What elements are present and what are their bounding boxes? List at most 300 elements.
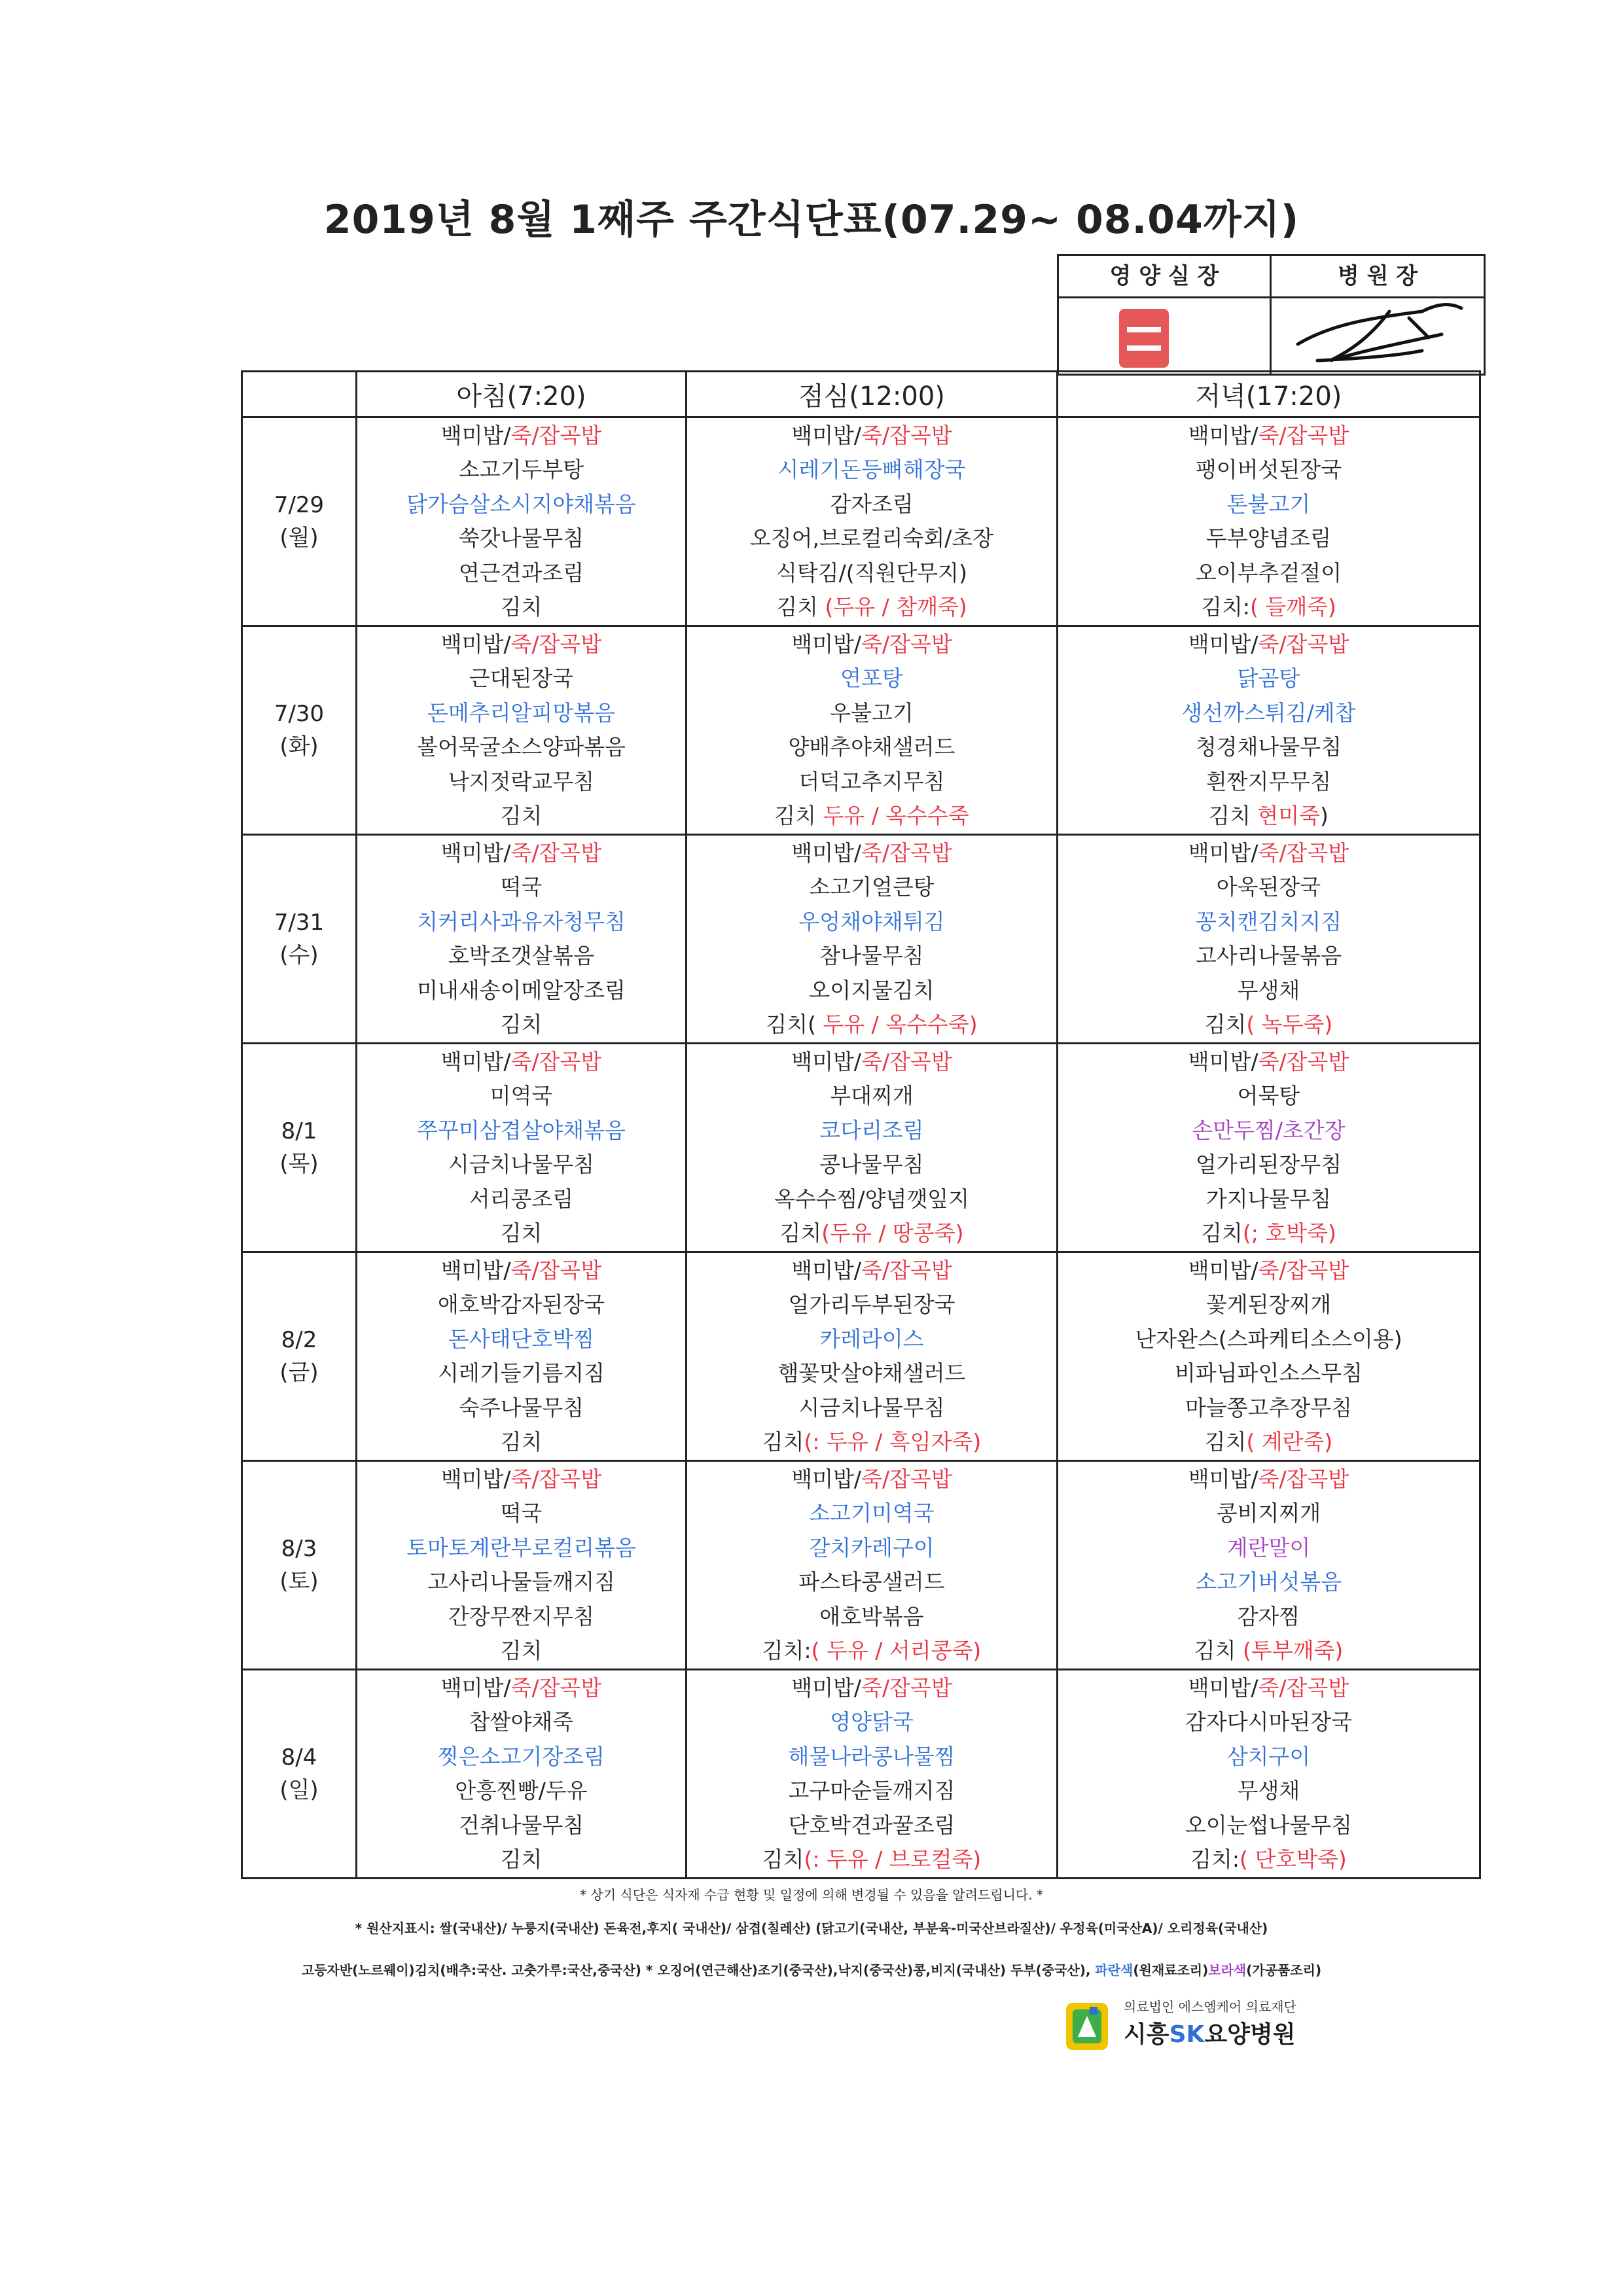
menu-item (687, 1114, 1056, 1148)
menu-item (1058, 1462, 1479, 1497)
menu-item-text: 양배추야채샐러드 (788, 734, 955, 760)
menu-item-text: 서리콩조림 (469, 1186, 574, 1212)
menu-item-text: 소고기버섯볶음 (1195, 1569, 1342, 1595)
day-label (242, 835, 357, 1044)
menu-item (1058, 696, 1479, 731)
menu-item (357, 453, 685, 487)
menu-item-text: 죽/잡곡밥 (861, 422, 952, 448)
menu-item-text: 떡국 (500, 1500, 543, 1526)
menu-item (357, 1288, 685, 1322)
menu-item-text: 코다리조림 (819, 1117, 924, 1143)
menu-item-text: 시금치나물무침 (798, 1394, 945, 1421)
menu-item-text: 백미밥/ (440, 1674, 511, 1701)
lunch-cell (687, 1044, 1058, 1252)
menu-item (357, 590, 685, 625)
menu-item-text: (; 호박죽) (1242, 1220, 1336, 1246)
menu-item-text: 호박조갯살볶음 (448, 943, 595, 968)
menu-item (1058, 453, 1479, 487)
menu-item-text: 얼가리두부된장국 (788, 1292, 955, 1317)
menu-item-text: 감자조림 (830, 491, 914, 517)
menu-item (357, 1740, 685, 1775)
menu-item-text: 김치 (500, 594, 543, 620)
menu-item-text: 계란말이 (1226, 1534, 1311, 1561)
menu-item (357, 974, 685, 1008)
menu-item-text: 고사리나물들깨지짐 (427, 1569, 615, 1595)
menu-item (687, 1531, 1056, 1566)
menu-item (687, 870, 1056, 905)
menu-item (357, 799, 685, 834)
menu-item-text: 죽/잡곡밥 (861, 1674, 952, 1701)
day-label (242, 417, 357, 626)
day-date: 8/2 (281, 1327, 317, 1353)
menu-item-text: 죽/잡곡밥 (861, 839, 952, 866)
menu-item (687, 1740, 1056, 1775)
menu-item-text: 아욱된장국 (1216, 874, 1321, 900)
menu-item-text: 죽/잡곡밥 (1258, 631, 1349, 657)
menu-item-text: 두유 / 옥수수죽 (823, 803, 969, 828)
menu-item (1058, 1600, 1479, 1634)
menu-item-text: ( 계란죽) (1246, 1429, 1333, 1455)
menu-item (1058, 1705, 1479, 1740)
day-label (242, 1044, 357, 1252)
menu-item-text: 김치: (1201, 594, 1250, 620)
menu-item-text: 죽/잡곡밥 (510, 1257, 602, 1283)
menu-item-text: 톤불고기 (1226, 491, 1311, 517)
menu-item-text: 백미밥/ (1188, 631, 1258, 657)
menu-item (1058, 730, 1479, 765)
menu-item (1058, 905, 1479, 940)
day-weekday: (금) (279, 1360, 319, 1386)
dinner-cell (1058, 1044, 1480, 1252)
menu-item-text: 죽/잡곡밥 (1258, 839, 1349, 866)
menu-item-text: 해물나라콩나물찜 (788, 1743, 955, 1769)
menu-item (1058, 765, 1479, 800)
menu-item (357, 1008, 685, 1042)
menu-item-text: 김치 (500, 1429, 543, 1455)
menu-item-text: 백미밥/ (791, 1674, 862, 1701)
legend-blue-label: 파란색 (1095, 1962, 1133, 1978)
menu-item (1058, 1148, 1479, 1182)
lunch-cell (687, 835, 1058, 1044)
menu-item (687, 1356, 1056, 1391)
menu-item-text: 옥수수찜/양념깻잎지 (774, 1186, 970, 1212)
lunch-cell (687, 1252, 1058, 1461)
day-row (242, 417, 1480, 626)
menu-item-text: 두유 / 옥수수죽) (823, 1012, 978, 1037)
menu-item-text: 고사리나물볶음 (1195, 943, 1342, 968)
menu-item-text: 백미밥/ (1188, 422, 1258, 448)
menu-item-text: 백미밥/ (440, 631, 511, 657)
menu-item-text: 김치 (500, 1012, 543, 1037)
day-row (242, 626, 1480, 835)
menu-item-text: (: 두유 / 흑임자죽) (804, 1429, 982, 1455)
menu-item-text: 영양닭국 (830, 1709, 914, 1735)
menu-item-text: (투부깨죽) (1242, 1638, 1344, 1663)
menu-item-text: 애호박감자된장국 (437, 1292, 605, 1317)
menu-item-text: 갈치카레구이 (809, 1534, 935, 1561)
day-label (242, 626, 357, 835)
menu-item-text: 생선까스튀김/케찹 (1181, 699, 1356, 726)
menu-item-text: 카레라이스 (819, 1326, 924, 1352)
menu-item-text: 김치 (762, 1429, 804, 1455)
day-weekday: (월) (279, 525, 319, 551)
menu-item (1058, 662, 1479, 696)
menu-item-text: 김치 (1201, 1220, 1243, 1246)
day-label (242, 1461, 357, 1670)
breakfast-cell (357, 1461, 687, 1670)
menu-item (1058, 487, 1479, 522)
menu-item-text: 콩비지찌개 (1216, 1500, 1321, 1526)
menu-item-text: ( 단호박죽) (1240, 1846, 1347, 1872)
menu-item (687, 1496, 1056, 1531)
hospital-logo-icon (1063, 2000, 1111, 2053)
menu-item (357, 1705, 685, 1740)
menu-item-text: 백미밥/ (1188, 1257, 1258, 1283)
menu-item-text: 흰짠지무무침 (1205, 768, 1332, 794)
menu-item-text: 소고기얼큰탕 (809, 874, 935, 900)
menu-item-text: 더덕고추지무침 (798, 768, 945, 794)
menu-item-text: 백미밥/ (791, 422, 862, 448)
menu-item-text: 애호박볶음 (819, 1603, 924, 1629)
menu-item-text: 낙지젓락교무침 (448, 768, 595, 794)
menu-item-text: 오이부추겉절이 (1195, 559, 1342, 586)
dinner-cell (1058, 417, 1480, 626)
menu-item-text: 얼가리된장무침 (1195, 1152, 1342, 1177)
menu-item-text: 치커리사과유자청무침 (417, 908, 626, 934)
menu-item (357, 521, 685, 556)
menu-item-text: 죽/잡곡밥 (1258, 1048, 1349, 1074)
dinner-cell (1058, 626, 1480, 835)
menu-item (357, 487, 685, 522)
menu-item-text: 김치 (774, 803, 823, 828)
menu-item-text: 현미죽 (1257, 803, 1320, 828)
day-weekday: (일) (279, 1777, 319, 1803)
menu-item (357, 556, 685, 591)
menu-item-text: 죽/잡곡밥 (1258, 1466, 1349, 1492)
day-date: 7/29 (274, 492, 325, 518)
change-notice: * 상기 식단은 식자재 수급 현황 및 일정에 의해 변경될 수 있음을 알려드립니다. * (580, 1887, 1043, 1903)
menu-item-text: 꽁치캔김치지짐 (1195, 908, 1342, 934)
menu-item-text: 김치: (762, 1638, 812, 1663)
day-label (242, 1670, 357, 1879)
menu-item (1058, 590, 1479, 625)
menu-item (1058, 870, 1479, 905)
menu-item-text: 죽/잡곡밥 (510, 631, 602, 657)
menu-item-text: 김치 (1194, 1638, 1243, 1663)
menu-item (687, 1148, 1056, 1182)
menu-item (687, 696, 1056, 731)
menu-item-text: 토마토계란부로컬리볶음 (406, 1534, 636, 1561)
menu-item (1058, 627, 1479, 662)
menu-item (687, 1809, 1056, 1843)
menu-item (1058, 556, 1479, 591)
origin-notice-text: 고등자반(노르웨이)김치(배추:국산. 고춧가루:국산,중국산) * 오징어(연근해산)조기(중국산),낙지(중국산)콩,비지(국내산) 두부(중국산), (301, 1962, 1096, 1978)
menu-item (1058, 1356, 1479, 1391)
menu-item (687, 556, 1056, 591)
breakfast-cell (357, 1670, 687, 1879)
day-row (242, 835, 1480, 1044)
breakfast-cell (357, 417, 687, 626)
menu-item-text: (: 두유 / 브로컬죽) (804, 1846, 982, 1872)
approval-dietitian-label: 영 양 실 장 (1059, 256, 1272, 298)
menu-item-text: 파스타콩샐러드 (798, 1569, 945, 1595)
menu-item (357, 1774, 685, 1809)
menu-item (687, 1008, 1056, 1042)
menu-item (687, 939, 1056, 974)
menu-item-text: ( 두유 / 서리콩죽) (811, 1638, 982, 1663)
weekly-menu-table (241, 370, 1481, 1879)
menu-item (687, 1288, 1056, 1322)
menu-item (687, 1425, 1056, 1460)
menu-item (687, 1843, 1056, 1877)
menu-item-text: 어묵탕 (1237, 1083, 1300, 1108)
menu-item (1058, 1254, 1479, 1288)
menu-item-text: 손만두찜/초간장 (1192, 1117, 1346, 1143)
day-weekday: (수) (279, 942, 319, 968)
menu-item (687, 419, 1056, 453)
menu-item-text: 죽/잡곡밥 (1258, 1674, 1349, 1701)
logo-name-sk: SK (1169, 2021, 1205, 2048)
menu-item (357, 836, 685, 871)
dinner-cell (1058, 835, 1480, 1044)
menu-item-text: 백미밥/ (440, 1048, 511, 1074)
menu-item-text: 김치 (500, 803, 543, 828)
menu-item-text: 숙주나물무침 (458, 1394, 584, 1421)
menu-item (687, 1216, 1056, 1251)
menu-item-text: 마늘쫑고추장무침 (1185, 1394, 1353, 1421)
menu-item (1058, 1079, 1479, 1114)
day-date: 8/1 (281, 1118, 317, 1144)
logo-name-suffix: 요양병원 (1204, 2021, 1296, 2048)
menu-item-text: 간장무짠지무침 (448, 1603, 595, 1629)
lunch-cell (687, 417, 1058, 626)
menu-item (687, 1634, 1056, 1669)
logo-name (1124, 2016, 1296, 2049)
legend-purple-desc: (가공품조리) (1246, 1962, 1322, 1978)
menu-item-text: 김치 (1209, 803, 1258, 828)
day-weekday: (화) (279, 733, 319, 760)
menu-item-text: 소고기두부탕 (458, 457, 584, 482)
menu-item (1058, 1216, 1479, 1251)
menu-item-text: 닭가슴살소시지야채볶음 (406, 491, 636, 517)
menu-item-text: 백미밥/ (1188, 839, 1258, 866)
dinner-cell (1058, 1252, 1480, 1461)
menu-item (687, 905, 1056, 940)
menu-item-text: 우엉채야채튀김 (798, 908, 945, 934)
menu-item-text: 시레기들기름지짐 (437, 1360, 605, 1386)
menu-item-text: 쭈꾸미삼겹살야채볶음 (417, 1117, 626, 1143)
menu-item-text: 난자완스(스파케티소스이용) (1135, 1326, 1402, 1352)
page-title: 2019년 8월 1째주 주간식단표(07.29~ 08.04까지) (323, 197, 1300, 243)
menu-item (357, 1496, 685, 1531)
menu-item-text: 김치 (1204, 1429, 1247, 1455)
menu-item-text: 참나물무침 (819, 943, 924, 968)
menu-item (357, 1254, 685, 1288)
approval-dietitian-cell (1059, 298, 1272, 374)
menu-item-text: 연포탕 (840, 665, 903, 691)
menu-item-text: 무생채 (1237, 1778, 1300, 1803)
menu-item-text: 미내새송이메알장조림 (417, 977, 626, 1003)
lunch-cell (687, 626, 1058, 835)
approval-director-label: 병 원 장 (1272, 256, 1484, 298)
header-dinner: 저녁(17:20) (1058, 372, 1480, 417)
menu-item (1058, 1288, 1479, 1322)
menu-item-text: 죽/잡곡밥 (861, 631, 952, 657)
menu-item (687, 1254, 1056, 1288)
breakfast-cell (357, 1252, 687, 1461)
menu-item-text: 백미밥/ (1188, 1466, 1258, 1492)
menu-item-text: 팽이버섯된장국 (1195, 457, 1342, 482)
menu-item (1058, 1565, 1479, 1600)
menu-item-text: (두유 / 땅콩죽) (821, 1220, 964, 1246)
menu-item-text: 죽/잡곡밥 (510, 1674, 602, 1701)
menu-item (1058, 521, 1479, 556)
menu-item-text: 죽/잡곡밥 (510, 1466, 602, 1492)
day-label (242, 1252, 357, 1461)
menu-item (1058, 974, 1479, 1008)
menu-item-text: 돈메추리알피망볶음 (427, 699, 615, 726)
menu-item (687, 765, 1056, 800)
menu-item-text: 김치 (762, 1846, 804, 1872)
menu-item-text: 김치 (500, 1220, 543, 1246)
menu-item-text: 김치: (1190, 1846, 1240, 1872)
menu-item (687, 1322, 1056, 1357)
seal-stamp-icon (1119, 309, 1169, 368)
menu-item (687, 521, 1056, 556)
menu-item (357, 905, 685, 940)
menu-body (242, 417, 1480, 1879)
menu-item (687, 730, 1056, 765)
menu-item-text: 미역국 (490, 1083, 553, 1108)
menu-item (357, 627, 685, 662)
menu-item (1058, 1425, 1479, 1460)
day-date: 8/4 (281, 1744, 317, 1771)
menu-item-text: 김치 (1204, 1012, 1247, 1037)
menu-item-text: 근대된장국 (469, 665, 574, 691)
menu-item (1058, 419, 1479, 453)
origin-notice-2 (0, 1960, 1623, 1979)
menu-item-text: 콩나물무침 (819, 1152, 924, 1177)
menu-item-text: 오이눈썹나물무침 (1185, 1812, 1353, 1838)
menu-item-text: 볼어묵굴소스양파볶음 (417, 734, 626, 760)
menu-item-text: 햄꽃맛살야채샐러드 (777, 1360, 966, 1386)
menu-item-text: 죽/잡곡밥 (510, 1048, 602, 1074)
menu-item (357, 1045, 685, 1080)
menu-item-text: 오징어,브로컬리숙회/초장 (749, 525, 994, 551)
menu-item (357, 1531, 685, 1566)
menu-item (357, 1182, 685, 1217)
dinner-cell (1058, 1670, 1480, 1879)
header-lunch: 점심(12:00) (687, 372, 1058, 417)
day-row (242, 1044, 1480, 1252)
menu-item (687, 1045, 1056, 1080)
menu-item-text: 백미밥/ (791, 1257, 862, 1283)
menu-item-text: 죽/잡곡밥 (861, 1048, 952, 1074)
menu-item (357, 419, 685, 453)
menu-item-text: 감자찜 (1237, 1603, 1300, 1629)
menu-item (687, 1182, 1056, 1217)
menu-item-text: 백미밥/ (1188, 1048, 1258, 1074)
menu-item-text: 백미밥/ (791, 1466, 862, 1492)
menu-item-text: 고구마순들깨지짐 (788, 1778, 955, 1803)
menu-item-text: (두유 / 참깨죽) (825, 594, 967, 620)
menu-item-text: 죽/잡곡밥 (861, 1466, 952, 1492)
menu-item-text: 죽/잡곡밥 (510, 422, 602, 448)
menu-item-text: 백미밥/ (791, 631, 862, 657)
menu-item (1058, 1671, 1479, 1706)
menu-item-text: 단호박견과꿀조림 (788, 1812, 955, 1838)
lunch-cell (687, 1670, 1058, 1879)
menu-item (687, 1079, 1056, 1114)
menu-item-text: 죽/잡곡밥 (1258, 1257, 1349, 1283)
menu-item-text: 찹쌀야채죽 (469, 1709, 574, 1735)
logo-subtitle: 의료법인 에스엠케어 의료재단 (1124, 1999, 1296, 2015)
menu-item (687, 836, 1056, 871)
menu-item-text: 떡국 (500, 874, 543, 900)
menu-item (1058, 1114, 1479, 1148)
menu-item (1058, 1843, 1479, 1877)
menu-item (357, 1356, 685, 1391)
menu-item (357, 870, 685, 905)
menu-item (1058, 1740, 1479, 1775)
day-weekday: (토) (279, 1568, 319, 1595)
dinner-cell (1058, 1461, 1480, 1670)
logo-name-prefix: 시흥 (1124, 2021, 1169, 2048)
menu-item (1058, 1634, 1479, 1669)
legend-purple-label: 보라색 (1208, 1962, 1247, 1978)
menu-item (1058, 1008, 1479, 1042)
menu-item-text: 오이지물김치 (809, 977, 935, 1003)
table-header-row (242, 372, 1480, 417)
menu-item (357, 1148, 685, 1182)
menu-item-text: 돈사태단호박찜 (448, 1326, 595, 1352)
menu-item-text: 두부양념조림 (1205, 525, 1332, 551)
menu-item (1058, 799, 1479, 834)
menu-item-text: 꽃게된장찌개 (1205, 1292, 1332, 1317)
day-row (242, 1670, 1480, 1879)
menu-item (1058, 1531, 1479, 1566)
lunch-cell (687, 1461, 1058, 1670)
menu-item (357, 1809, 685, 1843)
menu-item (357, 662, 685, 696)
day-date: 7/31 (274, 910, 325, 936)
menu-item-text: 쑥갓나물무침 (458, 525, 584, 551)
menu-item-text: 백미밥/ (440, 1466, 511, 1492)
menu-item-text: 우불고기 (830, 699, 914, 726)
menu-item (357, 730, 685, 765)
menu-item-text: 연근견과조림 (458, 559, 584, 586)
menu-item (1058, 1809, 1479, 1843)
menu-item (357, 696, 685, 731)
menu-item-text: 죽/잡곡밥 (861, 1257, 952, 1283)
menu-item (687, 1462, 1056, 1497)
day-weekday: (목) (279, 1151, 319, 1177)
menu-item-text: 백미밥/ (440, 1257, 511, 1283)
breakfast-cell (357, 1044, 687, 1252)
menu-item-text: 김치 (776, 594, 825, 620)
menu-item-text: ) (1320, 803, 1329, 828)
menu-item (357, 939, 685, 974)
menu-item (687, 627, 1056, 662)
menu-item-text: ( 들깨죽) (1250, 594, 1336, 620)
menu-item (357, 1565, 685, 1600)
menu-item-text: 건취나물무침 (458, 1812, 584, 1838)
breakfast-cell (357, 626, 687, 835)
origin-notice: * 원산지표시: 쌀(국내산)/ 누룽지(국내산) 돈육전,후지( 국내산)/ 삼겹(칠레산) (닭고기(국내산, 부분육-미국산브라질산)/ 우정육(미국산A)/ 오리정육(국내산) (355, 1920, 1268, 1936)
menu-item-text: 백미밥/ (791, 1048, 862, 1074)
menu-item-text: 백미밥/ (440, 839, 511, 866)
menu-item-text: 가지나물무침 (1205, 1186, 1332, 1212)
